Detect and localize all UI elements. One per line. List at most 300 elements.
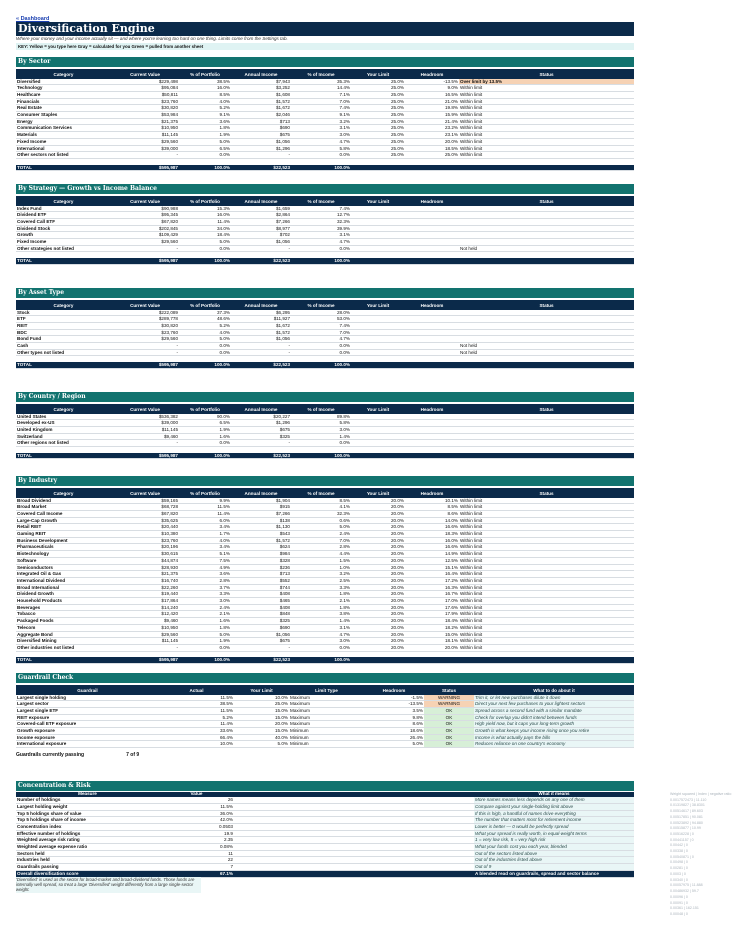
total-cell[interactable]: [459, 165, 634, 171]
cell[interactable]: Within limit: [459, 85, 634, 92]
cell[interactable]: 11.4%: [179, 510, 231, 517]
total-cell[interactable]: 100.0%: [291, 258, 351, 264]
cell[interactable]: International exposure: [16, 741, 159, 748]
cell[interactable]: 18.2%: [405, 624, 459, 631]
cell[interactable]: $7,266: [231, 510, 291, 517]
cell[interactable]: Within limit: [459, 611, 634, 618]
value-cell[interactable]: 26: [159, 797, 234, 803]
total-cell[interactable]: [459, 258, 634, 264]
cell[interactable]: 66.4%: [159, 734, 234, 741]
cell[interactable]: 20.0%: [351, 544, 405, 551]
cell[interactable]: [351, 212, 405, 219]
measure-cell[interactable]: Weighted average expense ratio: [16, 844, 159, 851]
cell[interactable]: 3.6%: [179, 571, 231, 578]
cell[interactable]: 0.0%: [179, 152, 231, 159]
cell[interactable]: Software: [16, 557, 111, 564]
cell[interactable]: [351, 420, 405, 427]
cell[interactable]: 3.0%: [291, 638, 351, 645]
cell[interactable]: Integrated Oil & Gas: [16, 571, 111, 578]
cell[interactable]: 16.0%: [405, 537, 459, 544]
cell[interactable]: 11.4%: [179, 218, 231, 225]
cell[interactable]: $1,608: [231, 91, 291, 98]
cell[interactable]: $713: [231, 571, 291, 578]
cell[interactable]: 18.6%: [364, 728, 424, 735]
cell[interactable]: $53,984: [111, 112, 179, 119]
cell[interactable]: 3.0%: [179, 598, 231, 605]
cell[interactable]: $29,560: [111, 336, 179, 343]
cell[interactable]: 4.0%: [179, 329, 231, 336]
cell[interactable]: 2.8%: [179, 577, 231, 584]
cell[interactable]: Large-Cap Growth: [16, 517, 111, 524]
total-cell[interactable]: $595,987: [111, 165, 179, 171]
cell[interactable]: Broad Market: [16, 504, 111, 511]
cell[interactable]: 16.6%: [405, 544, 459, 551]
cell[interactable]: 20.0%: [351, 517, 405, 524]
cell[interactable]: $17,864: [111, 598, 179, 605]
cell[interactable]: $95,345: [111, 212, 179, 219]
cell[interactable]: 18.5%: [405, 145, 459, 152]
cell[interactable]: OK: [424, 714, 474, 721]
total-cell[interactable]: TOTAL: [16, 657, 111, 663]
cell[interactable]: 5.8%: [291, 145, 351, 152]
cell[interactable]: 6.5%: [179, 145, 231, 152]
cell[interactable]: 4.0%: [179, 98, 231, 105]
meaning-cell[interactable]: If this is high, a handful of names drive everything: [474, 810, 634, 817]
cell[interactable]: $1,659: [231, 206, 291, 212]
cell[interactable]: 25.0%: [351, 105, 405, 112]
total-cell[interactable]: $22,523: [231, 165, 291, 171]
cell[interactable]: Within limit: [459, 498, 634, 504]
total-cell[interactable]: TOTAL: [16, 362, 111, 368]
cell[interactable]: 7.0%: [291, 329, 351, 336]
cell[interactable]: 0.0%: [179, 349, 231, 356]
cell[interactable]: 4.9%: [179, 564, 231, 571]
total-cell[interactable]: 100.0%: [179, 362, 231, 368]
cell[interactable]: Other regions not listed: [16, 440, 111, 447]
cell[interactable]: [351, 316, 405, 323]
cell[interactable]: $1,572: [231, 98, 291, 105]
cell[interactable]: 3.2%: [291, 571, 351, 578]
cell[interactable]: Within limit: [459, 504, 634, 511]
cell[interactable]: 5.8%: [291, 420, 351, 427]
cell[interactable]: 0.0%: [291, 440, 351, 447]
cell[interactable]: $2,864: [231, 212, 291, 219]
total-cell[interactable]: TOTAL: [16, 165, 111, 171]
total-cell[interactable]: [405, 258, 459, 264]
cell[interactable]: -: [231, 644, 291, 651]
cell[interactable]: 3.3%: [291, 584, 351, 591]
cell[interactable]: [405, 239, 459, 246]
cell[interactable]: 8.5%: [179, 91, 231, 98]
cell[interactable]: [351, 349, 405, 356]
cell[interactable]: $11,927: [231, 316, 291, 323]
cell[interactable]: [405, 316, 459, 323]
cell[interactable]: $543: [231, 531, 291, 538]
cell[interactable]: 20.0%: [351, 644, 405, 651]
cell[interactable]: $10,950: [111, 125, 179, 132]
cell[interactable]: 3.5%: [364, 707, 424, 714]
cell[interactable]: $10,380: [111, 531, 179, 538]
cell[interactable]: 8.6%: [364, 721, 424, 728]
cell[interactable]: Within limit: [459, 105, 634, 112]
cell[interactable]: 4.4%: [291, 551, 351, 558]
cell[interactable]: 20.0%: [351, 577, 405, 584]
cell[interactable]: WARNING: [424, 695, 474, 701]
measure-cell[interactable]: Number of holdings: [16, 797, 159, 803]
cell[interactable]: Semiconductors: [16, 564, 111, 571]
cell[interactable]: $12,420: [111, 611, 179, 618]
cell[interactable]: [351, 218, 405, 225]
cell[interactable]: 16.0%: [179, 85, 231, 92]
cell[interactable]: 15.1%: [405, 564, 459, 571]
cell[interactable]: 0.0%: [291, 152, 351, 159]
cell[interactable]: $675: [231, 426, 291, 433]
cell[interactable]: 5.2%: [179, 105, 231, 112]
cell[interactable]: Covered-call ETF exposure: [16, 721, 159, 728]
cell[interactable]: 23.2%: [405, 125, 459, 132]
cell[interactable]: 5.2%: [179, 322, 231, 329]
total-cell[interactable]: 100.0%: [291, 165, 351, 171]
cell[interactable]: $90,988: [111, 206, 179, 212]
cell[interactable]: 9.9%: [179, 498, 231, 504]
measure-cell[interactable]: Weighted average risk rating: [16, 837, 159, 844]
cell[interactable]: 40.0%: [234, 734, 289, 741]
value-cell[interactable]: 11: [159, 850, 234, 857]
total-cell[interactable]: [459, 453, 634, 459]
value-cell[interactable]: 36.0%: [159, 810, 234, 817]
cell[interactable]: [351, 232, 405, 239]
meaning-cell[interactable]: Compare against your single-holding limit above: [474, 803, 634, 810]
cell[interactable]: 14.9%: [405, 551, 459, 558]
value-cell[interactable]: 22: [159, 857, 234, 864]
cell[interactable]: 7.4%: [291, 105, 351, 112]
cell[interactable]: Check for overlap you didn't intend between funds: [474, 714, 634, 721]
cell[interactable]: $138: [231, 517, 291, 524]
total-cell[interactable]: [405, 657, 459, 663]
cell[interactable]: 32.3%: [291, 218, 351, 225]
cell[interactable]: 18.1%: [405, 638, 459, 645]
measure-cell[interactable]: Top 5 holdings share of income: [16, 817, 159, 824]
cell[interactable]: Largest single ETF: [16, 707, 159, 714]
cell[interactable]: Covered Call Income: [16, 510, 111, 517]
cell[interactable]: Within limit: [459, 537, 634, 544]
cell[interactable]: 25.0%: [351, 145, 405, 152]
cell[interactable]: Within limit: [459, 91, 634, 98]
cell[interactable]: 5.0%: [364, 741, 424, 748]
cell[interactable]: 25.0%: [351, 91, 405, 98]
cell[interactable]: 1.9%: [179, 132, 231, 139]
cell[interactable]: 9.8%: [364, 714, 424, 721]
cell[interactable]: 25.0%: [351, 125, 405, 132]
value-cell[interactable]: 0.08%: [159, 844, 234, 851]
cell[interactable]: Maximum: [289, 695, 364, 701]
cell[interactable]: Other industries not listed: [16, 644, 111, 651]
cell[interactable]: $328: [231, 557, 291, 564]
cell[interactable]: 20.0%: [351, 598, 405, 605]
cell[interactable]: Technology: [16, 85, 111, 92]
cell[interactable]: 32.3%: [291, 510, 351, 517]
cell[interactable]: 5.0%: [291, 524, 351, 531]
cell[interactable]: 5.0%: [179, 336, 231, 343]
cell[interactable]: 20.0%: [405, 644, 459, 651]
cell[interactable]: $6,295: [231, 310, 291, 316]
cell[interactable]: Within limit: [459, 145, 634, 152]
cell[interactable]: -: [231, 440, 291, 447]
cell[interactable]: OK: [424, 728, 474, 735]
cell[interactable]: Diversified: [16, 79, 111, 85]
cell[interactable]: 4.7%: [291, 336, 351, 343]
cell[interactable]: 2.5%: [291, 577, 351, 584]
cell[interactable]: Over limit by 13.5%: [459, 79, 634, 85]
cell[interactable]: 3.0%: [291, 426, 351, 433]
cell[interactable]: 1.8%: [291, 591, 351, 598]
cell[interactable]: Spread across a second fund with a similar mandate: [474, 707, 634, 714]
cell[interactable]: -: [231, 349, 291, 356]
cell[interactable]: 10.1%: [405, 498, 459, 504]
cell[interactable]: $408: [231, 604, 291, 611]
cell[interactable]: Largest sector: [16, 701, 159, 708]
cell[interactable]: 17.2%: [405, 577, 459, 584]
cell[interactable]: 3.7%: [179, 584, 231, 591]
cell[interactable]: Other types not listed: [16, 349, 111, 356]
cell[interactable]: $984: [231, 551, 291, 558]
cell[interactable]: 20.0%: [351, 564, 405, 571]
cell[interactable]: Diversified Mining: [16, 638, 111, 645]
cell[interactable]: [459, 420, 634, 427]
cell[interactable]: -: [111, 245, 179, 252]
cell[interactable]: 20.0%: [351, 584, 405, 591]
measure-cell[interactable]: Concentration index: [16, 823, 159, 830]
cell[interactable]: 39.9%: [291, 225, 351, 232]
total-cell[interactable]: [351, 657, 405, 663]
total-cell[interactable]: $595,987: [111, 657, 179, 663]
cell[interactable]: Beverages: [16, 604, 111, 611]
cell[interactable]: OK: [424, 707, 474, 714]
cell[interactable]: -1.5%: [364, 695, 424, 701]
cell[interactable]: [351, 343, 405, 350]
cell[interactable]: $50,811: [111, 91, 179, 98]
cell[interactable]: 48.6%: [179, 316, 231, 323]
cell[interactable]: 23.1%: [405, 132, 459, 139]
measure-cell[interactable]: Sectors held: [16, 850, 159, 857]
cell[interactable]: High yield now, but it caps your long-term growth: [474, 721, 634, 728]
cell[interactable]: 0.0%: [291, 245, 351, 252]
cell[interactable]: Energy: [16, 118, 111, 125]
cell[interactable]: 25.0%: [351, 98, 405, 105]
cell[interactable]: [459, 225, 634, 232]
total-cell[interactable]: $22,523: [231, 657, 291, 663]
cell[interactable]: $848: [231, 611, 291, 618]
cell[interactable]: 33.6%: [159, 728, 234, 735]
cell[interactable]: 20.0%: [351, 504, 405, 511]
cell[interactable]: Within limit: [459, 584, 634, 591]
cell[interactable]: Not held: [459, 349, 634, 356]
cell[interactable]: 0.0%: [291, 349, 351, 356]
cell[interactable]: [405, 420, 459, 427]
cell[interactable]: 3.3%: [179, 591, 231, 598]
cell[interactable]: Dividend Growth: [16, 591, 111, 598]
cell[interactable]: Switzerland: [16, 433, 111, 440]
cell[interactable]: 20.0%: [234, 721, 289, 728]
cell[interactable]: 5.2%: [159, 714, 234, 721]
cell[interactable]: Financials: [16, 98, 111, 105]
cell[interactable]: 8.6%: [405, 510, 459, 517]
cell[interactable]: $29,560: [111, 138, 179, 145]
cell[interactable]: $222,089: [111, 310, 179, 316]
cell[interactable]: $1,130: [231, 524, 291, 531]
cell[interactable]: 1.9%: [179, 426, 231, 433]
cell[interactable]: 38.5%: [179, 79, 231, 85]
meaning-cell[interactable]: What your funds cost you each year, blended: [474, 844, 634, 851]
total-cell[interactable]: [351, 453, 405, 459]
cell[interactable]: 7.4%: [291, 322, 351, 329]
cell[interactable]: 17.9%: [405, 611, 459, 618]
cell[interactable]: Not held: [459, 245, 634, 252]
meaning-cell[interactable]: What your spread is really worth, in equal-weight terms: [474, 830, 634, 837]
cell[interactable]: $1,056: [231, 336, 291, 343]
cell[interactable]: [459, 239, 634, 246]
cell[interactable]: Within limit: [459, 631, 634, 638]
cell[interactable]: 16.3%: [405, 584, 459, 591]
cell[interactable]: 0.0%: [179, 440, 231, 447]
cell[interactable]: 3.4%: [179, 524, 231, 531]
value-cell[interactable]: 7: [159, 864, 234, 871]
cell[interactable]: 3.1%: [291, 232, 351, 239]
cell[interactable]: 15.0%: [234, 707, 289, 714]
cell[interactable]: [405, 329, 459, 336]
cell[interactable]: 25.0%: [351, 118, 405, 125]
cell[interactable]: 3.1%: [291, 624, 351, 631]
cell[interactable]: 3.2%: [291, 118, 351, 125]
meaning-cell[interactable]: More names means less depends on any one of them: [474, 797, 634, 803]
cell[interactable]: Maximum: [289, 714, 364, 721]
cell[interactable]: $3,252: [231, 85, 291, 92]
value-cell[interactable]: 67.1%: [159, 870, 234, 877]
cell[interactable]: OK: [424, 721, 474, 728]
cell[interactable]: Within limit: [459, 152, 634, 159]
cell[interactable]: Minimum: [289, 728, 364, 735]
cell[interactable]: Within limit: [459, 98, 634, 105]
cell[interactable]: $30,820: [111, 105, 179, 112]
cell[interactable]: $7,943: [231, 79, 291, 85]
cell[interactable]: $690: [231, 624, 291, 631]
cell[interactable]: 10.0%: [159, 741, 234, 748]
cell[interactable]: 7.0%: [291, 537, 351, 544]
cell[interactable]: 16.6%: [405, 524, 459, 531]
cell[interactable]: 20.0%: [351, 618, 405, 625]
cell[interactable]: $23,760: [111, 329, 179, 336]
cell[interactable]: 25.0%: [351, 132, 405, 139]
cell[interactable]: $16,740: [111, 577, 179, 584]
total-cell[interactable]: 100.0%: [291, 453, 351, 459]
cell[interactable]: 3.4%: [179, 544, 231, 551]
cell[interactable]: $95,084: [111, 85, 179, 92]
cell[interactable]: 25.0%: [234, 701, 289, 708]
cell[interactable]: $1,572: [231, 537, 291, 544]
cell[interactable]: Within limit: [459, 112, 634, 119]
cell[interactable]: [459, 433, 634, 440]
cell[interactable]: 20.0%: [351, 498, 405, 504]
cell[interactable]: 3.6%: [179, 118, 231, 125]
cell[interactable]: -: [111, 440, 179, 447]
cell[interactable]: $1,296: [231, 145, 291, 152]
cell[interactable]: Bond Fund: [16, 336, 111, 343]
cell[interactable]: Within limit: [459, 564, 634, 571]
cell[interactable]: Business Development: [16, 537, 111, 544]
total-cell[interactable]: 100.0%: [291, 362, 351, 368]
cell[interactable]: 2.1%: [179, 611, 231, 618]
cell[interactable]: Gaming REIT: [16, 531, 111, 538]
cell[interactable]: Cash: [16, 343, 111, 350]
measure-cell[interactable]: Industries held: [16, 857, 159, 864]
meaning-cell[interactable]: 1 = very low risk, 5 = very high risk: [474, 837, 634, 844]
cell[interactable]: 15.0%: [405, 631, 459, 638]
meaning-cell[interactable]: Lower is better — 0 would be perfectly spread: [474, 823, 634, 830]
cell[interactable]: Not held: [459, 343, 634, 350]
cell[interactable]: $229,498: [111, 79, 179, 85]
total-cell[interactable]: 100.0%: [179, 453, 231, 459]
cell[interactable]: Healthcare: [16, 91, 111, 98]
cell[interactable]: Within limit: [459, 125, 634, 132]
cell[interactable]: $67,820: [111, 218, 179, 225]
cell[interactable]: 0.0%: [179, 343, 231, 350]
total-cell[interactable]: [459, 657, 634, 663]
cell[interactable]: $23,760: [111, 537, 179, 544]
cell[interactable]: 15.3%: [179, 206, 231, 212]
cell[interactable]: 4.7%: [291, 138, 351, 145]
cell[interactable]: 25.0%: [351, 79, 405, 85]
cell[interactable]: [405, 426, 459, 433]
cell[interactable]: $1,056: [231, 239, 291, 246]
cell[interactable]: 9.1%: [179, 112, 231, 119]
cell[interactable]: 1.9%: [179, 638, 231, 645]
cell[interactable]: 5.0%: [179, 239, 231, 246]
cell[interactable]: 0.0%: [179, 245, 231, 252]
cell[interactable]: [459, 336, 634, 343]
cell[interactable]: [405, 225, 459, 232]
cell[interactable]: Within limit: [459, 557, 634, 564]
cell[interactable]: [405, 349, 459, 356]
cell[interactable]: Within limit: [459, 638, 634, 645]
cell[interactable]: Growth exposure: [16, 728, 159, 735]
cell[interactable]: [351, 336, 405, 343]
cell[interactable]: 16.0%: [179, 212, 231, 219]
cell[interactable]: 5.1%: [179, 551, 231, 558]
cell[interactable]: $675: [231, 132, 291, 139]
cell[interactable]: $744: [231, 584, 291, 591]
total-cell[interactable]: $22,523: [231, 362, 291, 368]
cell[interactable]: Income is what actually pays the bills: [474, 734, 634, 741]
total-cell[interactable]: 100.0%: [179, 657, 231, 663]
cell[interactable]: $39,000: [111, 145, 179, 152]
cell[interactable]: 20.0%: [351, 551, 405, 558]
cell[interactable]: $7,266: [231, 218, 291, 225]
cell[interactable]: $20,196: [111, 544, 179, 551]
cell[interactable]: 8.5%: [405, 504, 459, 511]
cell[interactable]: $915: [231, 504, 291, 511]
cell[interactable]: -: [111, 644, 179, 651]
cell[interactable]: Communication Services: [16, 125, 111, 132]
cell[interactable]: $11,145: [111, 426, 179, 433]
cell[interactable]: 8.5%: [291, 498, 351, 504]
cell[interactable]: Pharmaceuticals: [16, 544, 111, 551]
cell[interactable]: ETF: [16, 316, 111, 323]
total-cell[interactable]: TOTAL: [16, 258, 111, 264]
cell[interactable]: Within limit: [459, 531, 634, 538]
cell[interactable]: Covered Call ETF: [16, 218, 111, 225]
cell[interactable]: $552: [231, 577, 291, 584]
cell[interactable]: $2,046: [231, 112, 291, 119]
